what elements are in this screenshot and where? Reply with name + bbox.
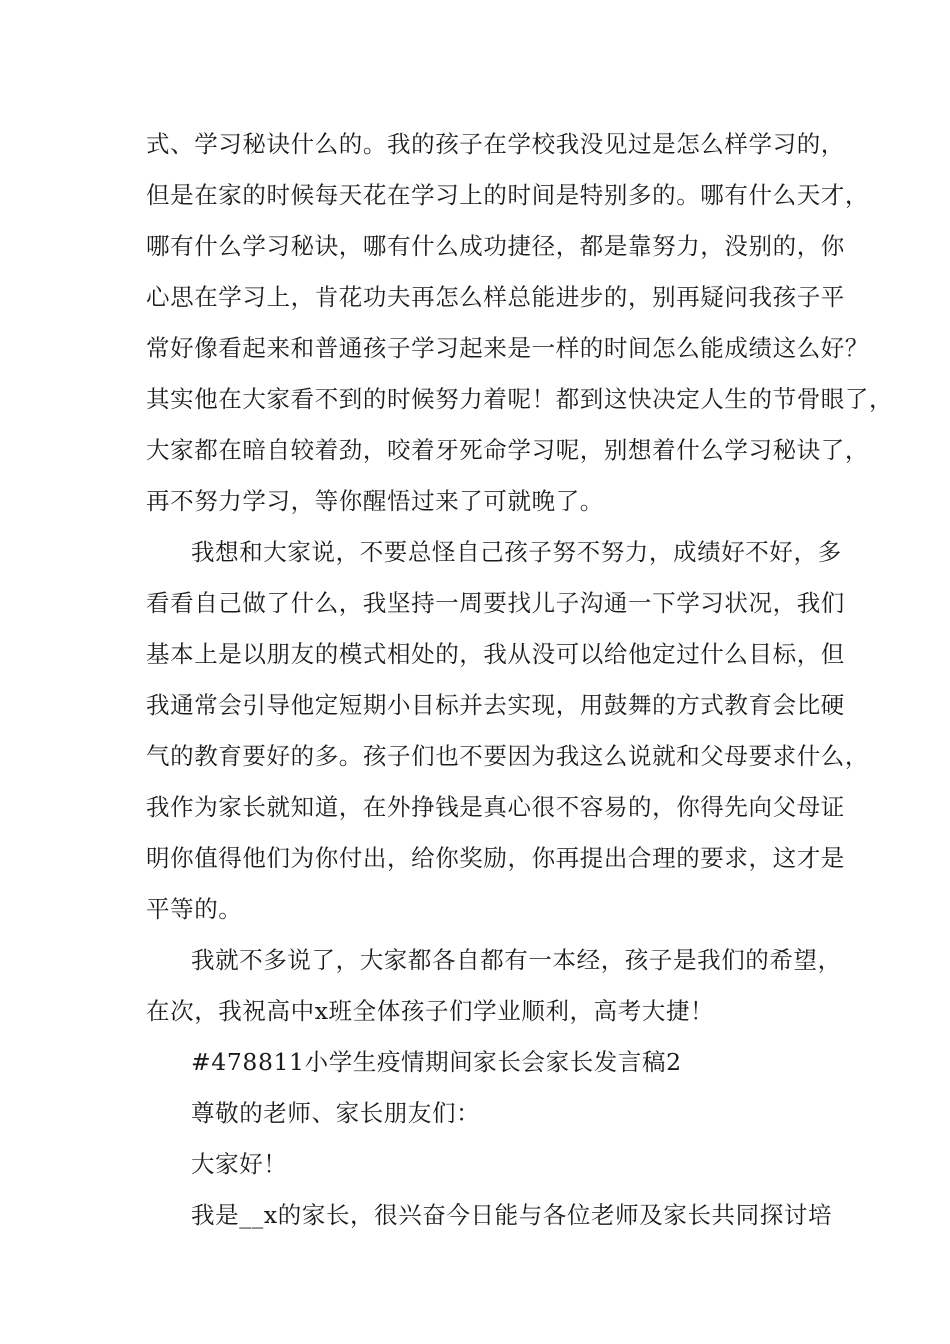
text-line: 我就不多说了，大家都各自都有一本经，孩子是我们的希望， — [191, 946, 842, 974]
greeting: 大家好！ — [191, 1150, 288, 1178]
paragraph-advice — [146, 534, 869, 942]
text-line: 明你值得他们为你付出，给你奖励，你再提出合理的要求，这才是 — [146, 844, 845, 872]
text-line: 常好像看起来和普通孩子学习起来是一样的时间怎么能成绩这么好？ — [146, 334, 869, 362]
section-heading: #478811小学生疫情期间家长会家长发言稿2 — [191, 1048, 682, 1076]
text-line: 我通常会引导他定短期小目标并去实现，用鼓舞的方式教育会比硬 — [146, 691, 845, 719]
paragraph-study-secrets — [146, 126, 894, 534]
intro-line: 我是__x的家长，很兴奋今日能与各位老师及家长共同探讨培 — [191, 1201, 833, 1229]
text-line: 但是在家的时候每天花在学习上的时间是特别多的。哪有什么天才， — [146, 181, 869, 209]
text-line: 大家都在暗自较着劲，咬着牙死命学习呢，别想着什么学习秘诀了， — [146, 436, 869, 464]
paragraph-closing — [146, 942, 842, 1044]
text-line: 我想和大家说，不要总怪自己孩子努不努力，成绩好不好，多 — [191, 538, 842, 566]
text-line: 心思在学习上，肯花功夫再怎么样总能进步的，别再疑问我孩子平 — [146, 283, 845, 311]
text-line: 哪有什么学习秘诀，哪有什么成功捷径，都是靠努力，没别的，你 — [146, 232, 845, 260]
text-line: 其实他在大家看不到的时候努力着呢！都到这快决定人生的节骨眼了， — [146, 385, 894, 413]
text-line: 气的教育要好的多。孩子们也不要因为我这么说就和父母要求什么， — [146, 742, 869, 770]
text-line: 式、学习秘诀什么的。我的孩子在学校我没见过是怎么样学习的， — [146, 130, 845, 158]
salutation: 尊敬的老师、家长朋友们： — [191, 1099, 481, 1127]
document-body — [146, 126, 894, 1248]
text-line: 在次，我祝高中x班全体孩子们学业顺利，高考大捷！ — [146, 997, 715, 1025]
text-line: 再不努力学习，等你醒悟过来了可就晚了。 — [146, 487, 604, 515]
text-line: 平等的。 — [146, 895, 243, 923]
text-line: 看看自己做了什么，我坚持一周要找儿子沟通一下学习状况，我们 — [146, 589, 845, 617]
text-line: 基本上是以朋友的模式相处的，我从没可以给他定过什么目标，但 — [146, 640, 845, 668]
text-line: 我作为家长就知道，在外挣钱是真心很不容易的，你得先向父母证 — [146, 793, 845, 821]
